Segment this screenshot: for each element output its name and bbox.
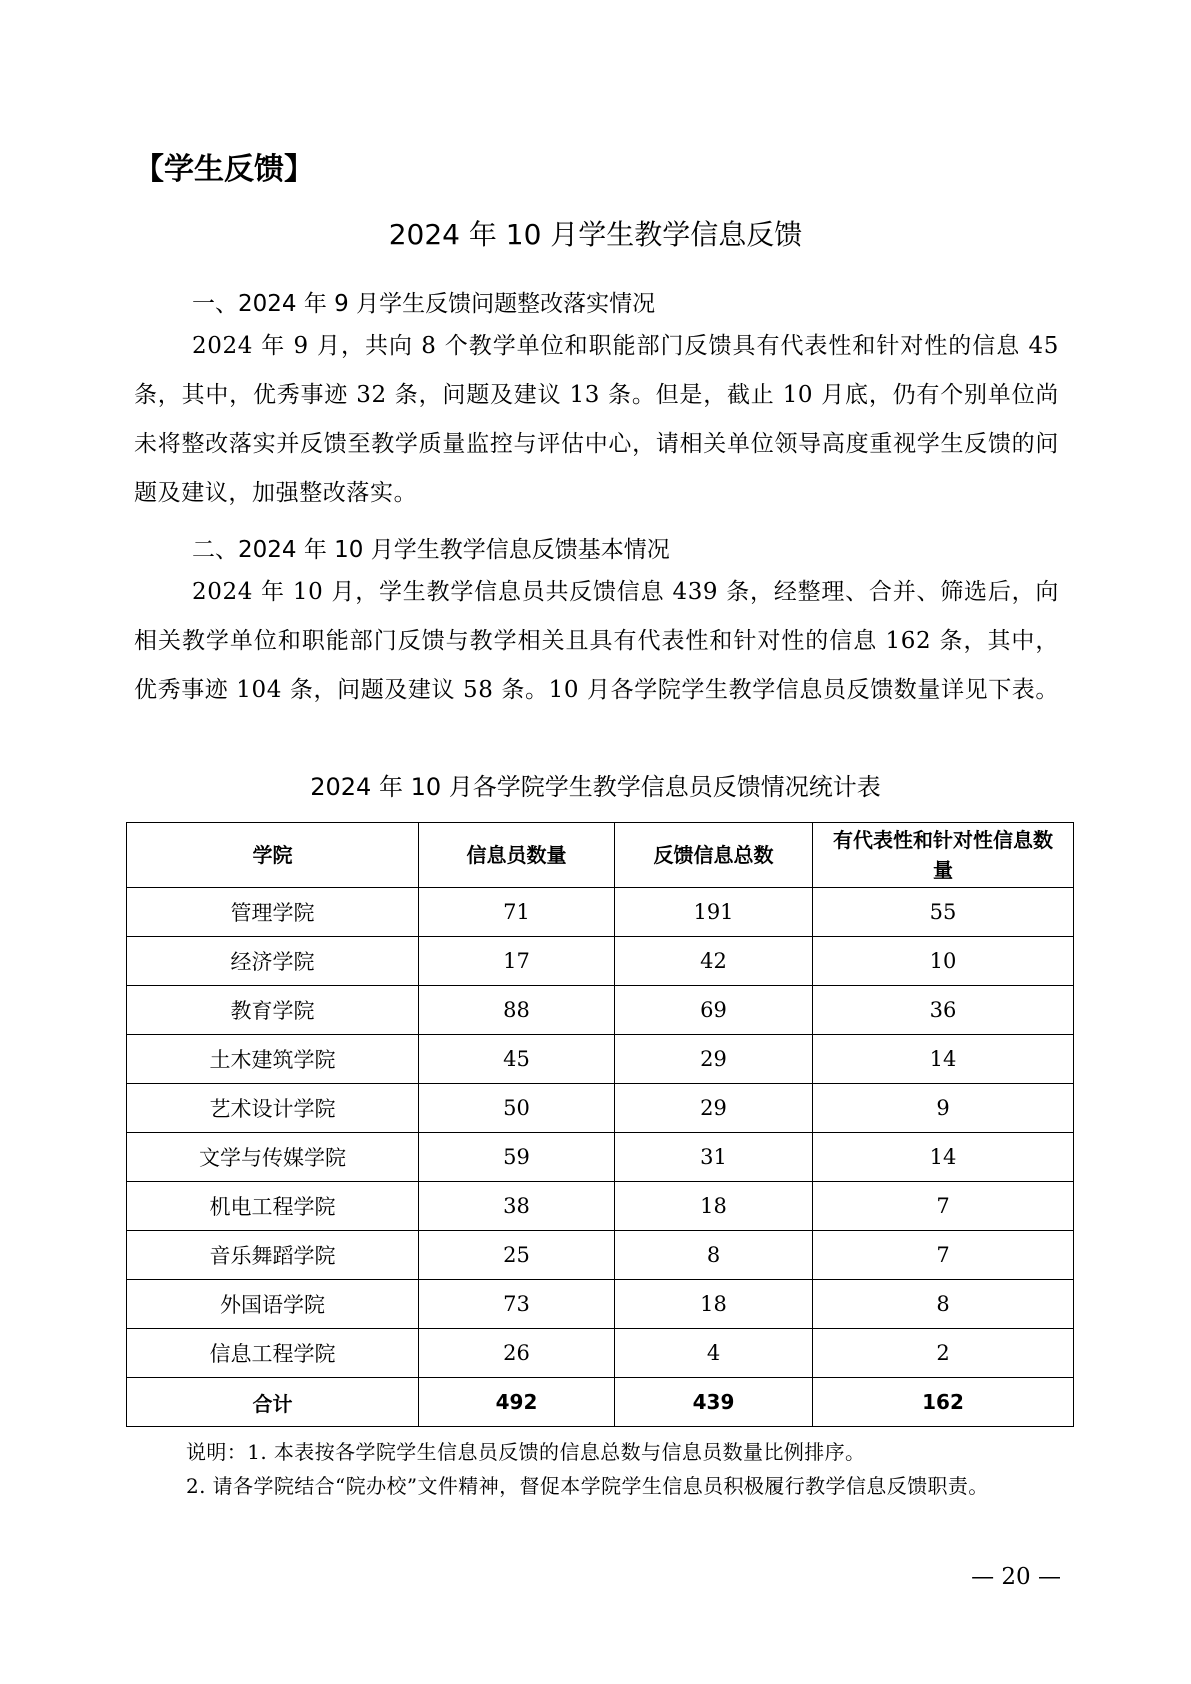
cell-informant-count: 59 — [419, 1133, 615, 1182]
section-heading-1: 一、2024 年 9 月学生反馈问题整改落实情况 — [192, 291, 656, 317]
cell-college: 管理学院 — [127, 888, 419, 937]
table-row — [127, 1084, 1074, 1133]
cell-representative-count: 10 — [813, 937, 1074, 986]
cell-representative-count: 7 — [813, 1182, 1074, 1231]
section-heading-2: 二、2024 年 10 月学生教学信息反馈基本情况 — [192, 537, 670, 563]
cell-feedback-total: 42 — [615, 937, 813, 986]
cell-college: 土木建筑学院 — [127, 1035, 419, 1084]
cell-representative-count: 14 — [813, 1133, 1074, 1182]
cell-feedback-total: 191 — [615, 888, 813, 937]
table-row — [127, 1329, 1074, 1378]
table-row — [127, 937, 1074, 986]
cell-representative-count: 9 — [813, 1084, 1074, 1133]
table-title: 2024 年 10 月各学院学生教学信息员反馈情况统计表 — [310, 773, 881, 801]
cell-feedback-total: 29 — [615, 1035, 813, 1084]
cell-college: 艺术设计学院 — [127, 1084, 419, 1133]
document-title: 2024 年 10 月学生教学信息反馈 — [388, 218, 803, 251]
cell-college: 经济学院 — [127, 937, 419, 986]
section-paragraph-1: 2024 年 9 月，共向 8 个教学单位和职能部门反馈具有代表性和针对性的信息 45 条，其中，优秀事迹 32 条，问题及建议 13 条。但是，截止 10 月底，仍有个别单位尚未将整改落实并反馈至教学质量监控与评估中心，请相关单位领导高度重视学生反馈的问题及建议，加强整改落实。 — [134, 333, 1059, 506]
table-row — [127, 986, 1074, 1035]
cell-informant-count: 25 — [419, 1231, 615, 1280]
cell-college: 音乐舞蹈学院 — [127, 1231, 419, 1280]
cell-college: 外国语学院 — [127, 1280, 419, 1329]
cell-informant-count: 17 — [419, 937, 615, 986]
section-title: 【学生反馈】 — [134, 152, 314, 187]
header-representative-count: 有代表性和针对性信息数量 — [813, 823, 1074, 888]
total-representative-count: 162 — [813, 1378, 1074, 1427]
cell-feedback-total: 4 — [615, 1329, 813, 1378]
cell-feedback-total: 8 — [615, 1231, 813, 1280]
table-note-2: 2. 请各学院结合“院办校”文件精神，督促本学院学生信息员积极履行教学信息反馈职责。 — [186, 1474, 989, 1498]
total-label: 合计 — [127, 1378, 419, 1427]
header-informant-count: 信息员数量 — [419, 823, 615, 888]
total-feedback-total: 439 — [615, 1378, 813, 1427]
cell-informant-count: 71 — [419, 888, 615, 937]
header-feedback-total: 反馈信息总数 — [615, 823, 813, 888]
header-college: 学院 — [127, 823, 419, 888]
cell-representative-count: 14 — [813, 1035, 1074, 1084]
cell-college: 信息工程学院 — [127, 1329, 419, 1378]
total-informant-count: 492 — [419, 1378, 615, 1427]
cell-informant-count: 73 — [419, 1280, 615, 1329]
cell-informant-count: 50 — [419, 1084, 615, 1133]
cell-representative-count: 8 — [813, 1280, 1074, 1329]
table-row — [127, 888, 1074, 937]
table-row — [127, 1231, 1074, 1280]
page-number: — 20 — — [971, 1564, 1061, 1590]
cell-college: 机电工程学院 — [127, 1182, 419, 1231]
cell-feedback-total: 31 — [615, 1133, 813, 1182]
cell-representative-count: 2 — [813, 1329, 1074, 1378]
cell-representative-count: 55 — [813, 888, 1074, 937]
table-row — [127, 1133, 1074, 1182]
table-note-1: 说明：1. 本表按各学院学生信息员反馈的信息总数与信息员数量比例排序。 — [186, 1440, 866, 1464]
section-paragraph-2: 2024 年 10 月，学生教学信息员共反馈信息 439 条，经整理、合并、筛选后，向相关教学单位和职能部门反馈与教学相关且具有代表性和针对性的信息 162 条，其中，优秀事迹 104 条，问题及建议 58 条。10 月各学院学生教学信息员反馈数量详见下表。 — [134, 579, 1059, 703]
cell-college: 文学与传媒学院 — [127, 1133, 419, 1182]
cell-representative-count: 7 — [813, 1231, 1074, 1280]
cell-feedback-total: 29 — [615, 1084, 813, 1133]
table-header-row — [127, 823, 1074, 888]
table-total-row — [127, 1378, 1074, 1427]
statistics-table — [126, 822, 1074, 1427]
cell-feedback-total: 18 — [615, 1280, 813, 1329]
cell-feedback-total: 69 — [615, 986, 813, 1035]
cell-informant-count: 38 — [419, 1182, 615, 1231]
cell-informant-count: 88 — [419, 986, 615, 1035]
cell-college: 教育学院 — [127, 986, 419, 1035]
cell-feedback-total: 18 — [615, 1182, 813, 1231]
cell-representative-count: 36 — [813, 986, 1074, 1035]
table-row — [127, 1182, 1074, 1231]
table-row — [127, 1280, 1074, 1329]
cell-informant-count: 45 — [419, 1035, 615, 1084]
table-row — [127, 1035, 1074, 1084]
cell-informant-count: 26 — [419, 1329, 615, 1378]
